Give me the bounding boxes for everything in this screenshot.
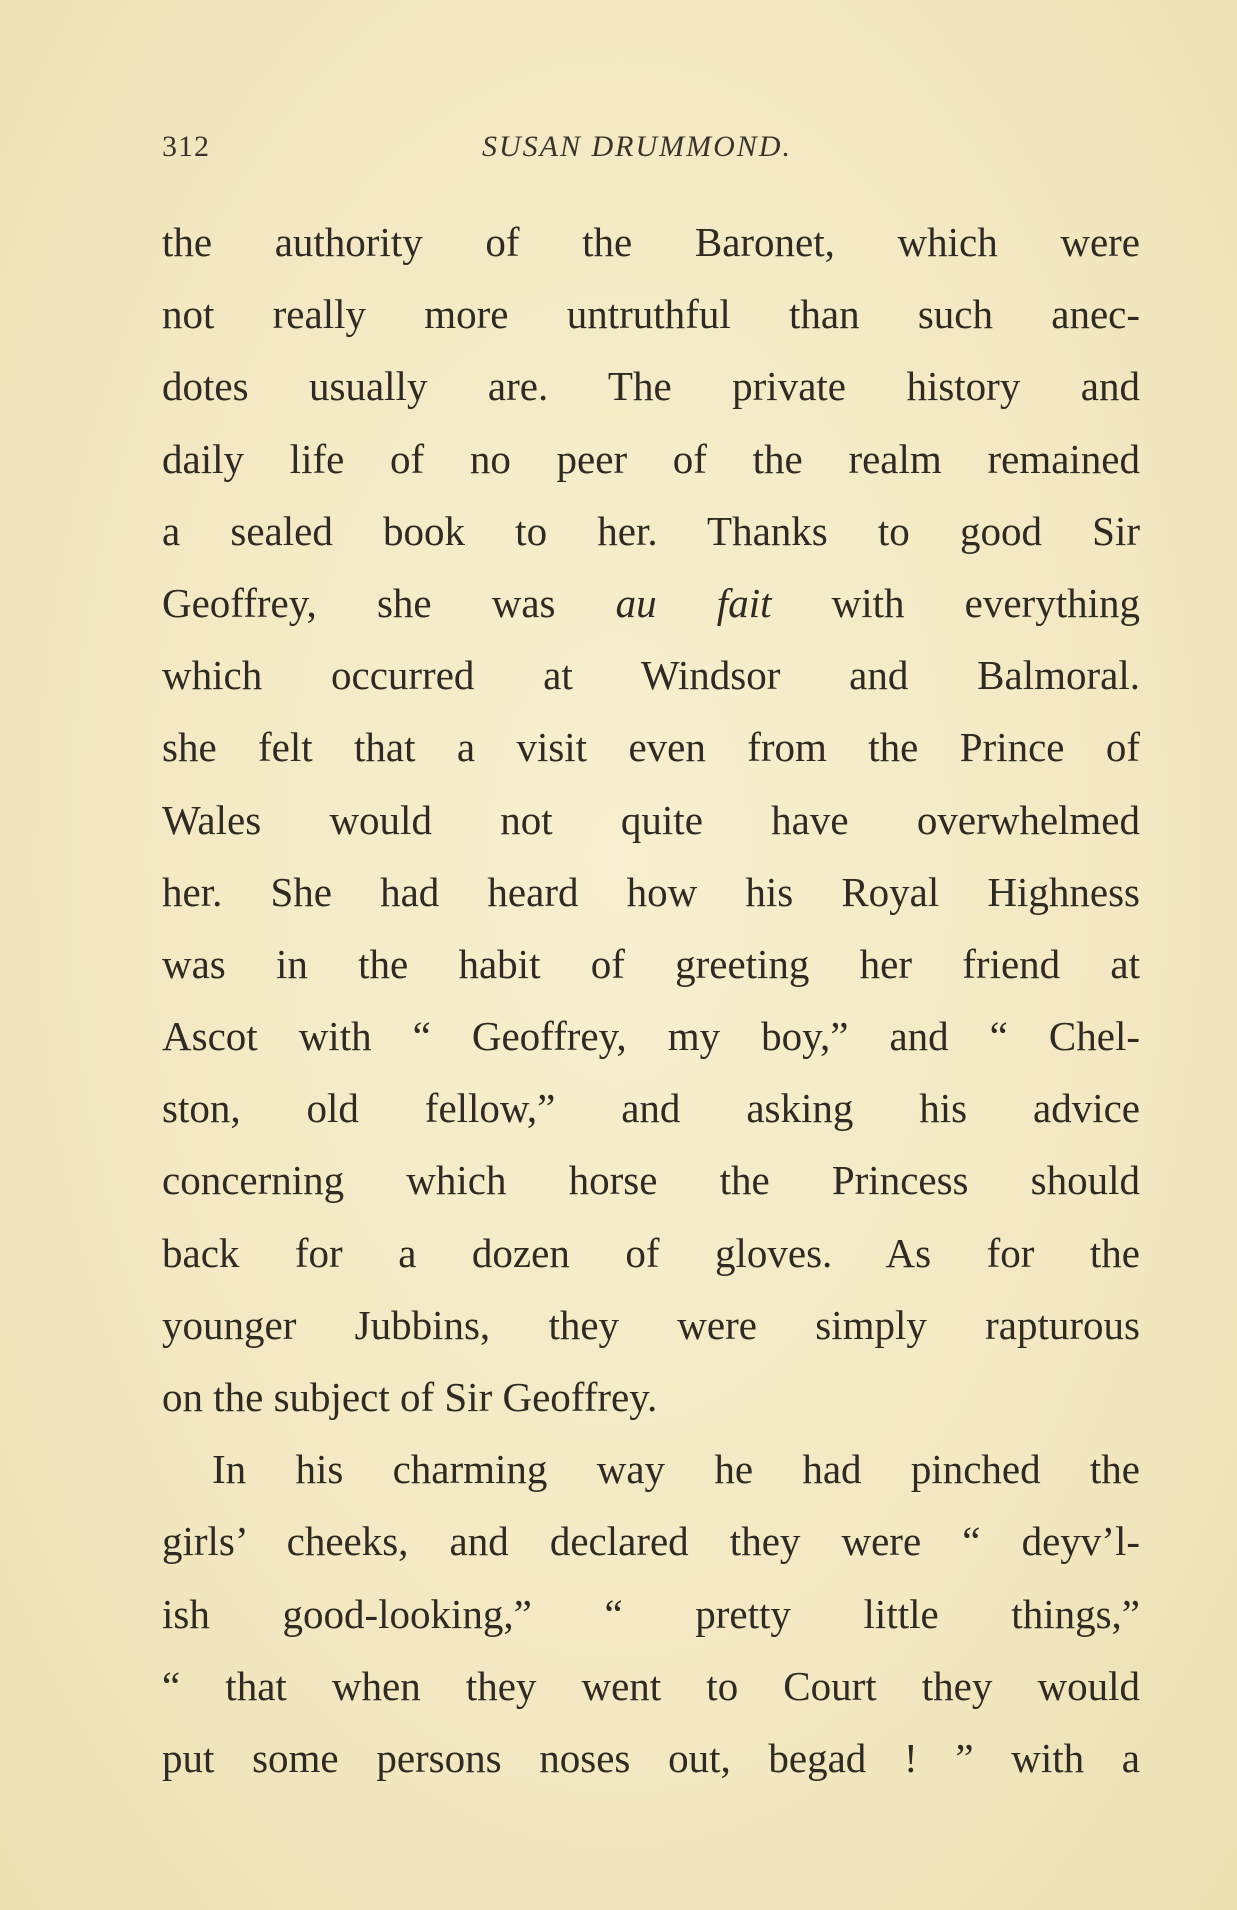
text-line: “ that when they went to Court they would [162,1662,1140,1709]
text-line: ston, old fellow,” and asking his advice [162,1085,1140,1132]
text-line: back for a dozen of gloves. As for the [162,1229,1140,1276]
text-line: Ascot with “ Geoffrey, my boy,” and “ Chel- [162,1013,1140,1060]
text-line: girls’ cheeks, and declared they were “ deyv’l- [162,1518,1140,1565]
text-line [162,567,1140,639]
text-line: daily life of no peer of the realm remained [162,435,1140,482]
text-line: the authority of the Baronet, which were [162,219,1140,265]
text-line: she felt that a visit even from the Prince of [162,724,1140,771]
text-line: was in the habit of greeting her friend at [162,940,1140,987]
paragraph-last-line: on the subject of Sir Geoffrey. [162,1374,658,1420]
text-line: put some persons noses out, begad ! ” with a [162,1734,1140,1781]
text-segment: Geoffrey, she was [162,579,616,626]
text-line: concerning which horse the Princess should [162,1157,1140,1204]
text-line: dotes usually are. The private history and [162,363,1140,410]
text-line: Wales would not quite have overwhelmed [162,796,1140,843]
italic-phrase: au fait [615,579,772,626]
text-line: not really more untruthful than such anec- [162,291,1140,338]
body-text [162,206,1140,1794]
running-head [162,126,1142,170]
text-line: her. She had heard how his Royal Highness [162,868,1140,915]
text-line: which occurred at Windsor and Balmoral. [162,652,1140,699]
text-segment: with everything [771,579,1140,626]
page-number: 312 [162,130,210,163]
text-line: a sealed book to her. Thanks to good Sir [162,507,1140,554]
paragraph-first-line: In his charming way he had pinched the [212,1446,1140,1493]
text-line: younger Jubbins, they were simply rapturous [162,1301,1140,1348]
running-title: SUSAN DRUMMOND. [482,130,792,163]
text-line: ish good-looking,” “ pretty little things,” [162,1590,1140,1637]
